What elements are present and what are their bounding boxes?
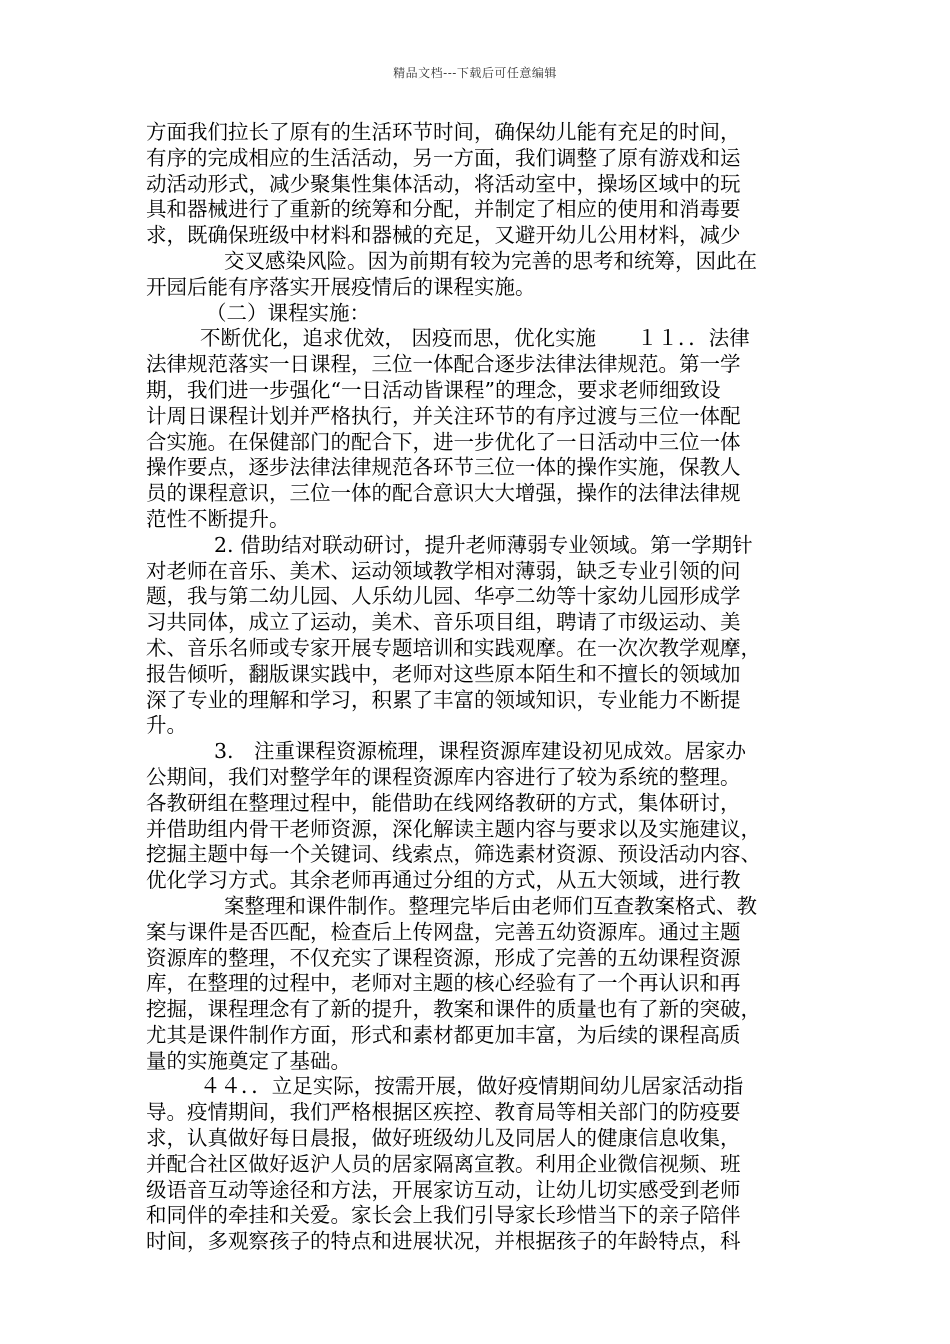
text-line: ４４．．立足实际，按需开展，做好疫情期间幼儿居家活动指	[200, 1074, 744, 1099]
text-line: （二）课程实施：	[206, 300, 370, 325]
text-line: 范性不断提升。	[146, 506, 290, 531]
text-line: 并配合社区做好返沪人员的居家隔离宣教。利用企业微信视频、班	[146, 1151, 741, 1176]
page-header: 精品文档---下载后可任意编辑	[393, 66, 557, 80]
text-line: 交叉感染风险。因为前期有较为完善的思考和统筹，因此在	[224, 248, 757, 273]
text-line: 术、音乐名师或专家开展专题培训和实践观摩。在一次次教学观摩，	[146, 635, 761, 660]
text-line: 导。疫情期间，我们严格根据区疾控、教育局等相关部门的防疫要	[146, 1100, 741, 1125]
text-line: 不断优化，追求优效， 因疫而思，优化实施 １１．．法律	[200, 326, 750, 351]
text-line: 开园后能有序落实开展疫情后的课程实施。	[146, 274, 536, 299]
text-line: 尤其是课件制作方面，形式和素材都更加丰富，为后续的课程高质	[146, 1022, 741, 1047]
text-line: 题，我与第二幼儿园、人乐幼儿园、华亭二幼等十家幼儿园形成学	[146, 584, 741, 609]
text-line: 员的课程意识，三位一体的配合意识大大增强，操作的法律法律规	[146, 481, 741, 506]
text-line: 报告倾听，翻版课实践中，老师对这些原本陌生和不擅长的领域加	[146, 661, 741, 686]
text-line: 期，我们进一步强化“一日活动皆课程”的理念，要求老师细致设	[146, 377, 721, 402]
text-line: 案整理和课件制作。整理完毕后由老师们互查教案格式、教	[224, 893, 757, 918]
text-line: 动活动形式，减少聚集性集体活动，将活动室中，操场区域中的玩	[146, 171, 741, 196]
text-line: 资源库的整理，不仅充实了课程资源，形成了完善的五幼课程资源	[146, 945, 741, 970]
text-line: 求，既确保班级中材料和器械的充足，又避开幼儿公用材料，减少	[146, 223, 741, 248]
text-line: 有序的完成相应的生活活动，另一方面，我们调整了原有游戏和运	[146, 145, 741, 170]
text-line: 操作要点，逐步法律法律规范各环节三位一体的操作实施，保教人	[146, 455, 741, 480]
text-line: 和同伴的牵挂和关爱。家长会上我们引导家长珍惜当下的亲子陪伴	[146, 1203, 741, 1228]
text-line: 时间，多观察孩子的特点和进展状况，并根据孩子的年龄特点，科	[146, 1229, 741, 1254]
text-line: 3. 注重课程资源梳理，课程资源库建设初见成效。居家办	[214, 739, 747, 764]
text-line: 级语音互动等途径和方法，开展家访互动，让幼儿切实感受到老师	[146, 1177, 741, 1202]
text-line: 求，认真做好每日晨报，做好班级幼儿及同居人的健康信息收集，	[146, 1126, 741, 1151]
text-line: 优化学习方式。其余老师再通过分组的方式，从五大领域，进行教	[146, 868, 741, 893]
text-line: 案与课件是否匹配，检查后上传网盘，完善五幼资源库。通过主题	[146, 919, 741, 944]
text-line: 合实施。在保健部门的配合下，进一步优化了一日活动中三位一体	[146, 429, 741, 454]
text-line: 升。	[146, 713, 187, 738]
text-line: 对老师在音乐、美术、运动领域教学相对薄弱，缺乏专业引领的问	[146, 558, 741, 583]
text-line: 法律规范落实一日课程，三位一体配合逐步法律法律规范。第一学	[146, 352, 741, 377]
document-body	[146, 120, 808, 1255]
text-line: 2. 借助结对联动研讨，提升老师薄弱专业领域。第一学期针	[214, 532, 753, 557]
text-line: 各教研组在整理过程中，能借助在线网络教研的方式，集体研讨，	[146, 790, 741, 815]
text-line: 量的实施奠定了基础。	[146, 1048, 351, 1073]
text-line: 计周日课程计划并严格执行，并关注环节的有序过渡与三位一体配	[146, 403, 741, 428]
text-line: 挖掘，课程理念有了新的提升，教案和课件的质量也有了新的突破，	[146, 997, 761, 1022]
text-line: 公期间，我们对整学年的课程资源库内容进行了较为系统的整理。	[146, 764, 741, 789]
text-line: 深了专业的理解和学习，积累了丰富的领域知识，专业能力不断提	[146, 687, 741, 712]
text-line: 并借助组内骨干老师资源，深化解读主题内容与要求以及实施建议，	[146, 816, 761, 841]
text-line: 库，在整理的过程中，老师对主题的核心经验有了一个再认识和再	[146, 971, 741, 996]
text-line: 习共同体，成立了运动，美术、音乐项目组，聘请了市级运动、美	[146, 610, 741, 635]
text-line: 方面我们拉长了原有的生活环节时间，确保幼儿能有充足的时间，	[146, 120, 741, 144]
text-line: 挖掘主题中每一个关键词、线索点，筛选素材资源、预设活动内容、	[146, 842, 761, 867]
text-line: 具和器械进行了重新的统筹和分配，并制定了相应的使用和消毒要	[146, 197, 741, 222]
